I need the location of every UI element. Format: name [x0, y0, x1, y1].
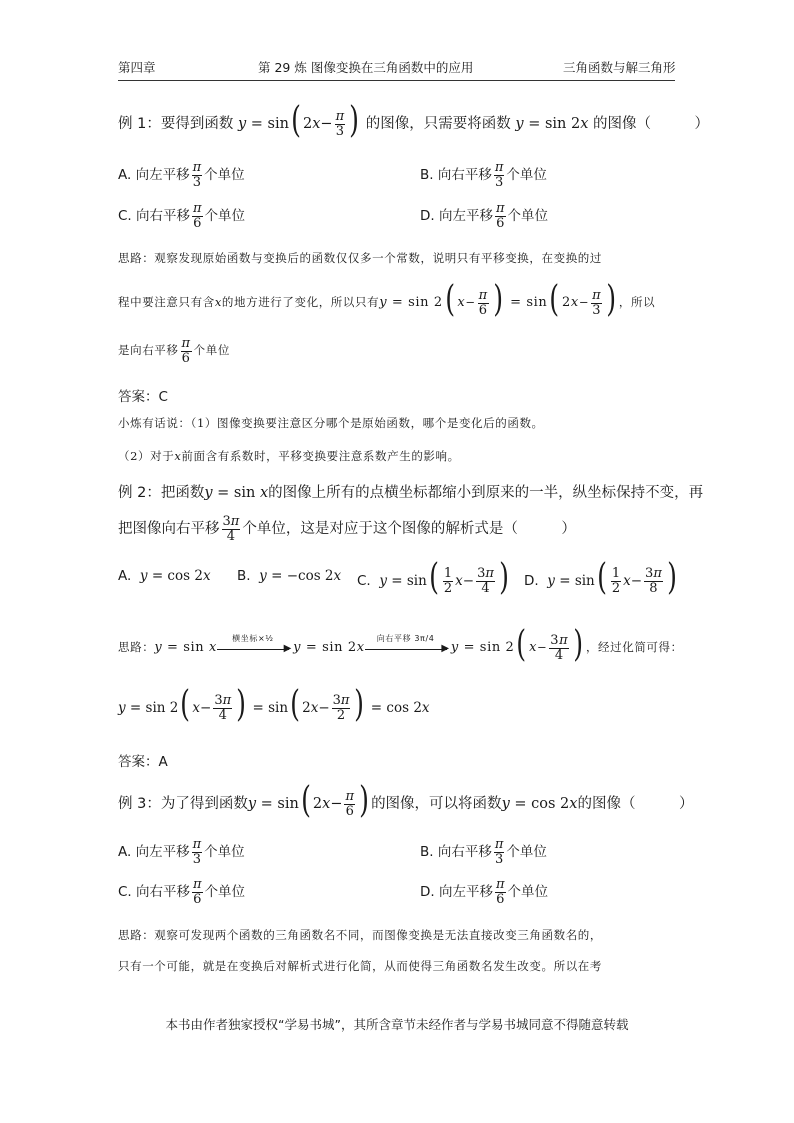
ex1-thinking-line3: 是向右平移 $\frac{\pi}{6}$ 个单位	[118, 336, 230, 366]
header-lesson: 第 29 炼 图像变换在三角函数中的应用	[258, 60, 474, 75]
ex1-thinking-line1: 思路：观察发现原始函数与变换后的函数仅仅多一个常数，说明只有平移变换，在变换的过	[118, 251, 602, 265]
ex3-option-b: B. 向右平移 $\frac{\pi}{3}$ 个单位	[420, 837, 547, 867]
header-topic: 三角函数与解三角形	[563, 60, 676, 75]
ex1-thinking-line2: 程中要注意只有含x的地方进行了变化，所以只有y = sin 2( x− $\frac{\pi}{6}$ ) = sin( 2x− $\frac{\pi}{3}$ ) ，所以	[118, 279, 656, 320]
ex1-option-b: B. 向右平移 $\frac{\pi}{3}$ 个单位	[420, 160, 547, 190]
ex1-tip2: （2）对于x前面含有系数时，平移变换要注意系数产生的影响。	[118, 449, 460, 463]
header-rule	[118, 80, 675, 81]
ex1-option-a: A. 向左平移 $\frac{\pi}{3}$ 个单位	[118, 160, 245, 190]
ex2-option-d: D. y = sin( $\frac{1}{2}$ x− $\frac{3\pi}{8}$ )	[524, 557, 677, 598]
ex2-question-line2: 把图像向右平移 $\frac{3\pi}{4}$ 个单位，这是对应于这个图像的解析式是（ ）	[118, 514, 576, 544]
ex1-option-c: C. 向右平移 $\frac{\pi}{6}$ 个单位	[118, 201, 246, 231]
ex3-question: 例 3：为了得到函数y = sin( 2x− $\frac{\pi}{6}$ ) 的图像，可以将函数y = cos 2x的图像（ ）	[118, 780, 694, 821]
footer-copyright: 本书由作者独家授权“学易书城”，其所含章节未经作者与学易书城同意不得随意转载	[165, 1017, 629, 1032]
ex3-option-a: A. 向左平移 $\frac{\pi}{3}$ 个单位	[118, 837, 245, 867]
ex2-question-line1: 例 2：把函数y = sin x的图像上所有的点横坐标都缩小到原来的一半，纵坐标保持不变，再	[118, 485, 704, 501]
ex3-option-c: C. 向右平移 $\frac{\pi}{6}$ 个单位	[118, 877, 246, 907]
ex2-option-c: C. y = sin( $\frac{1}{2}$ x− $\frac{3\pi}{4}$ )	[357, 557, 509, 598]
ex2-option-b: B. y = −cos 2x	[237, 568, 342, 584]
ex1-answer: 答案：C	[118, 389, 168, 405]
ex2-option-a: A. y = cos 2x	[118, 568, 211, 584]
ex2-derivation: y = sin 2( x− $\frac{3\pi}{4}$ ) = sin( 2x− $\frac{3\pi}{2}$ ) = cos 2x	[118, 684, 430, 725]
ex3-option-d: D. 向左平移 $\frac{\pi}{6}$ 个单位	[420, 877, 549, 907]
ex3-thinking-line1: 思路：观察可发现两个函数的三角函数名不同，而图像变换是无法直接改变三角函数名的，	[118, 928, 602, 942]
ex2-thinking: 思路：y = sin x 横坐标×½ ▶ y = sin 2x 向右平移 3π/4 ▶ y = sin 2( x− $\frac{3\pi}{4}$ ) ，经过化简可得：	[118, 624, 683, 665]
ex3-thinking-line2: 只有一个可能，就是在变换后对解析式进行化简，从而使得三角函数名发生改变。所以在考	[118, 959, 602, 973]
header-chapter: 第四章	[118, 60, 156, 75]
ex1-tip1: 小炼有话说：（1）图像变换要注意区分哪个是原始函数，哪个是变化后的函数。	[118, 416, 544, 430]
ex1-question: 例 1：要得到函数 y = sin( 2x− $\frac{\pi}{3}$ ) 的图像，只需要将函数 y = sin 2x 的图像（ ）	[118, 100, 710, 141]
ex2-answer: 答案：A	[118, 754, 168, 770]
ex1-option-d: D. 向左平移 $\frac{\pi}{6}$ 个单位	[420, 201, 549, 231]
